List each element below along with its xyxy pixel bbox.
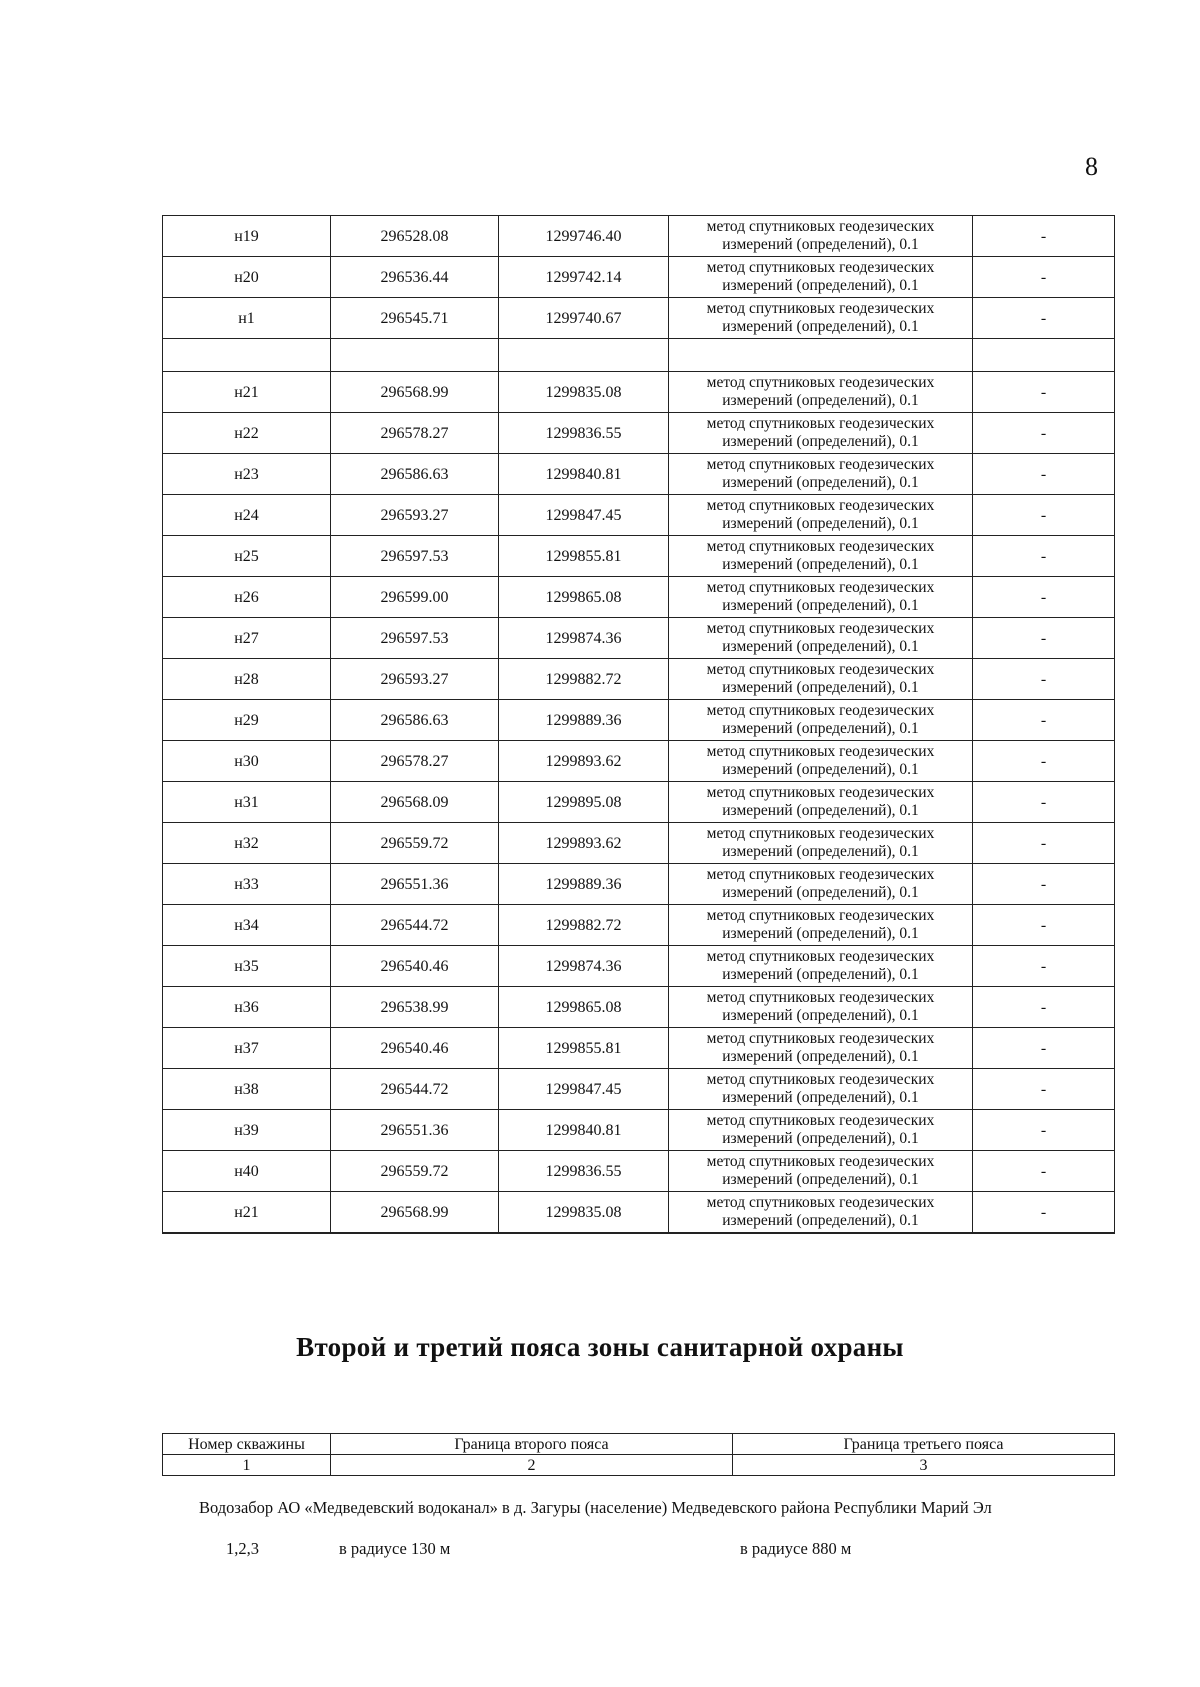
zone-table (162, 1433, 1115, 1476)
method-cell (669, 905, 973, 946)
method-line-1: метод спутниковых геодезических (706, 259, 935, 276)
coordinate-row (163, 257, 1115, 298)
point-cell (163, 339, 331, 372)
extra-cell: - (973, 659, 1115, 700)
method-line-2: измерений (определений), 0.1 (722, 1089, 919, 1106)
coordinate-row (163, 864, 1115, 905)
y-coordinate-cell: 1299895.08 (499, 782, 669, 823)
method-line-2: измерений (определений), 0.1 (722, 1048, 919, 1065)
point-cell: н19 (163, 216, 331, 257)
method-line-2: измерений (определений), 0.1 (722, 843, 919, 860)
method-cell (669, 1192, 973, 1234)
method-line-1: метод спутниковых геодезических (706, 989, 935, 1006)
y-coordinate-cell: 1299746.40 (499, 216, 669, 257)
point-cell: н37 (163, 1028, 331, 1069)
y-coordinate-cell: 1299847.45 (499, 1069, 669, 1110)
y-coordinate-cell: 1299865.08 (499, 577, 669, 618)
method-line-1: метод спутниковых геодезических (706, 784, 935, 801)
point-cell: н1 (163, 298, 331, 339)
method-line-2: измерений (определений), 0.1 (722, 720, 919, 737)
x-coordinate-cell: 296551.36 (331, 864, 499, 905)
point-cell: н33 (163, 864, 331, 905)
x-coordinate-cell: 296568.99 (331, 1192, 499, 1234)
x-coordinate-cell: 296545.71 (331, 298, 499, 339)
method-line-1: метод спутниковых геодезических (706, 1194, 935, 1211)
method-line-2: измерений (определений), 0.1 (722, 236, 919, 253)
x-coordinate-cell: 296586.63 (331, 454, 499, 495)
point-cell: н40 (163, 1151, 331, 1192)
point-cell: н34 (163, 905, 331, 946)
header-third-zone: Граница третьего пояса (733, 1434, 1115, 1455)
point-cell: н22 (163, 413, 331, 454)
header-second-zone: Граница второго пояса (331, 1434, 733, 1455)
coordinate-row (163, 1151, 1115, 1192)
point-cell: н35 (163, 946, 331, 987)
method-cell (669, 339, 973, 372)
method-cell (669, 782, 973, 823)
coordinate-row (163, 536, 1115, 577)
y-coordinate-cell: 1299836.55 (499, 1151, 669, 1192)
method-cell (669, 372, 973, 413)
method-line-2: измерений (определений), 0.1 (722, 761, 919, 778)
y-coordinate-cell: 1299740.67 (499, 298, 669, 339)
x-coordinate-cell: 296599.00 (331, 577, 499, 618)
extra-cell: - (973, 905, 1115, 946)
x-coordinate-cell: 296578.27 (331, 413, 499, 454)
method-line-2: измерений (определений), 0.1 (722, 1171, 919, 1188)
coordinate-row (163, 1028, 1115, 1069)
y-coordinate-cell: 1299855.81 (499, 536, 669, 577)
point-cell: н39 (163, 1110, 331, 1151)
coordinate-row (163, 1069, 1115, 1110)
y-coordinate-cell: 1299835.08 (499, 1192, 669, 1234)
x-coordinate-cell: 296540.46 (331, 946, 499, 987)
y-coordinate-cell: 1299893.62 (499, 823, 669, 864)
extra-cell: - (973, 372, 1115, 413)
method-line-1: метод спутниковых геодезических (706, 907, 935, 924)
x-coordinate-cell: 296593.27 (331, 659, 499, 700)
method-cell (669, 454, 973, 495)
y-coordinate-cell: 1299840.81 (499, 1110, 669, 1151)
extra-cell: - (973, 454, 1115, 495)
extra-cell: - (973, 1151, 1115, 1192)
y-coordinate-cell: 1299835.08 (499, 372, 669, 413)
method-cell (669, 1151, 973, 1192)
zone-caption: Водозабор АО «Медведевский водоканал» в д. Загуры (население) Медведевского района Республики Марий Эл (199, 1498, 992, 1517)
point-cell: н30 (163, 741, 331, 782)
x-coordinate-cell (331, 339, 499, 372)
point-cell: н27 (163, 618, 331, 659)
method-cell (669, 659, 973, 700)
point-cell: н23 (163, 454, 331, 495)
extra-cell (973, 339, 1115, 372)
extra-cell: - (973, 1069, 1115, 1110)
y-coordinate-cell: 1299882.72 (499, 659, 669, 700)
x-coordinate-cell: 296528.08 (331, 216, 499, 257)
section-title: Второй и третий пояса зоны санитарной охраны (296, 1332, 904, 1362)
point-cell: н36 (163, 987, 331, 1028)
point-cell: н20 (163, 257, 331, 298)
y-coordinate-cell: 1299865.08 (499, 987, 669, 1028)
point-cell: н31 (163, 782, 331, 823)
y-coordinate-cell: 1299855.81 (499, 1028, 669, 1069)
method-line-1: метод спутниковых геодезических (706, 743, 935, 760)
extra-cell: - (973, 987, 1115, 1028)
coordinate-row (163, 946, 1115, 987)
method-cell (669, 946, 973, 987)
coordinate-row (163, 823, 1115, 864)
x-coordinate-cell: 296586.63 (331, 700, 499, 741)
x-coordinate-cell: 296568.99 (331, 372, 499, 413)
method-cell (669, 1069, 973, 1110)
y-coordinate-cell: 1299882.72 (499, 905, 669, 946)
method-line-1: метод спутниковых геодезических (706, 825, 935, 842)
point-cell: н21 (163, 372, 331, 413)
method-line-2: измерений (определений), 0.1 (722, 638, 919, 655)
extra-cell: - (973, 618, 1115, 659)
method-line-1: метод спутниковых геодезических (706, 456, 935, 473)
zone-second-radius: в радиусе 130 м (339, 1539, 451, 1558)
column-number-1: 1 (163, 1455, 331, 1476)
coordinate-row (163, 741, 1115, 782)
method-cell (669, 257, 973, 298)
y-coordinate-cell: 1299847.45 (499, 495, 669, 536)
extra-cell: - (973, 1192, 1115, 1234)
method-line-1: метод спутниковых геодезических (706, 702, 935, 719)
method-line-1: метод спутниковых геодезических (706, 1153, 935, 1170)
coordinate-row (163, 413, 1115, 454)
extra-cell: - (973, 577, 1115, 618)
coordinates-table (162, 215, 1115, 1234)
method-line-1: метод спутниковых геодезических (706, 497, 935, 514)
coordinate-row (163, 1192, 1115, 1234)
extra-cell: - (973, 700, 1115, 741)
x-coordinate-cell: 296540.46 (331, 1028, 499, 1069)
method-cell (669, 577, 973, 618)
x-coordinate-cell: 296568.09 (331, 782, 499, 823)
coordinate-row (163, 454, 1115, 495)
method-line-1: метод спутниковых геодезических (706, 300, 935, 317)
method-line-2: измерений (определений), 0.1 (722, 556, 919, 573)
x-coordinate-cell: 296538.99 (331, 987, 499, 1028)
coordinate-row (163, 495, 1115, 536)
method-line-2: измерений (определений), 0.1 (722, 597, 919, 614)
method-cell (669, 413, 973, 454)
method-line-2: измерений (определений), 0.1 (722, 1130, 919, 1147)
method-cell (669, 1028, 973, 1069)
x-coordinate-cell: 296544.72 (331, 1069, 499, 1110)
y-coordinate-cell: 1299874.36 (499, 618, 669, 659)
zone-wells: 1,2,3 (226, 1539, 259, 1558)
coordinates-table-body (163, 216, 1115, 1234)
point-cell: н24 (163, 495, 331, 536)
method-line-2: измерений (определений), 0.1 (722, 474, 919, 491)
point-cell: н25 (163, 536, 331, 577)
coordinate-row (163, 577, 1115, 618)
zone-table-number-row (163, 1455, 1115, 1476)
y-coordinate-cell (499, 339, 669, 372)
point-cell: н38 (163, 1069, 331, 1110)
coordinate-row (163, 700, 1115, 741)
extra-cell: - (973, 782, 1115, 823)
method-line-1: метод спутниковых геодезических (706, 620, 935, 637)
y-coordinate-cell: 1299742.14 (499, 257, 669, 298)
zone-third-radius: в радиусе 880 м (740, 1539, 852, 1558)
method-line-2: измерений (определений), 0.1 (722, 884, 919, 901)
coordinate-row (163, 298, 1115, 339)
coordinate-row (163, 216, 1115, 257)
x-coordinate-cell: 296578.27 (331, 741, 499, 782)
method-line-1: метод спутниковых геодезических (706, 1112, 935, 1129)
extra-cell: - (973, 536, 1115, 577)
method-line-1: метод спутниковых геодезических (706, 579, 935, 596)
extra-cell: - (973, 216, 1115, 257)
coordinate-row (163, 618, 1115, 659)
coordinate-row (163, 339, 1115, 372)
method-line-2: измерений (определений), 0.1 (722, 679, 919, 696)
method-line-2: измерений (определений), 0.1 (722, 802, 919, 819)
y-coordinate-cell: 1299874.36 (499, 946, 669, 987)
method-line-2: измерений (определений), 0.1 (722, 318, 919, 335)
extra-cell: - (973, 495, 1115, 536)
method-cell (669, 216, 973, 257)
extra-cell: - (973, 413, 1115, 454)
method-cell (669, 741, 973, 782)
method-line-2: измерений (определений), 0.1 (722, 925, 919, 942)
method-cell (669, 864, 973, 905)
coordinate-row (163, 372, 1115, 413)
x-coordinate-cell: 296559.72 (331, 823, 499, 864)
method-cell (669, 700, 973, 741)
method-line-2: измерений (определений), 0.1 (722, 433, 919, 450)
method-line-2: измерений (определений), 0.1 (722, 966, 919, 983)
extra-cell: - (973, 1028, 1115, 1069)
method-cell (669, 1110, 973, 1151)
method-cell (669, 536, 973, 577)
method-line-1: метод спутниковых геодезических (706, 374, 935, 391)
x-coordinate-cell: 296597.53 (331, 618, 499, 659)
method-line-2: измерений (определений), 0.1 (722, 277, 919, 294)
column-number-3: 3 (733, 1455, 1115, 1476)
method-line-1: метод спутниковых геодезических (706, 1030, 935, 1047)
method-line-1: метод спутниковых геодезических (706, 538, 935, 555)
extra-cell: - (973, 946, 1115, 987)
method-line-1: метод спутниковых геодезических (706, 1071, 935, 1088)
point-cell: н28 (163, 659, 331, 700)
method-cell (669, 987, 973, 1028)
method-line-1: метод спутниковых геодезических (706, 866, 935, 883)
extra-cell: - (973, 298, 1115, 339)
point-cell: н29 (163, 700, 331, 741)
column-number-2: 2 (331, 1455, 733, 1476)
y-coordinate-cell: 1299893.62 (499, 741, 669, 782)
page-number: 8 (1085, 152, 1098, 181)
method-line-2: измерений (определений), 0.1 (722, 1212, 919, 1229)
method-line-1: метод спутниковых геодезических (706, 948, 935, 965)
extra-cell: - (973, 864, 1115, 905)
x-coordinate-cell: 296536.44 (331, 257, 499, 298)
y-coordinate-cell: 1299889.36 (499, 700, 669, 741)
method-line-2: измерений (определений), 0.1 (722, 1007, 919, 1024)
method-line-2: измерений (определений), 0.1 (722, 515, 919, 532)
x-coordinate-cell: 296593.27 (331, 495, 499, 536)
coordinate-row (163, 782, 1115, 823)
method-cell (669, 298, 973, 339)
coordinate-row (163, 659, 1115, 700)
extra-cell: - (973, 1110, 1115, 1151)
extra-cell: - (973, 741, 1115, 782)
x-coordinate-cell: 296559.72 (331, 1151, 499, 1192)
x-coordinate-cell: 296597.53 (331, 536, 499, 577)
method-cell (669, 823, 973, 864)
method-line-2: измерений (определений), 0.1 (722, 392, 919, 409)
header-well-number: Номер скважины (163, 1434, 331, 1455)
x-coordinate-cell: 296551.36 (331, 1110, 499, 1151)
point-cell: н21 (163, 1192, 331, 1234)
extra-cell: - (973, 257, 1115, 298)
zone-table-header-row (163, 1434, 1115, 1455)
method-line-1: метод спутниковых геодезических (706, 415, 935, 432)
point-cell: н26 (163, 577, 331, 618)
extra-cell: - (973, 823, 1115, 864)
method-cell (669, 618, 973, 659)
method-cell (669, 495, 973, 536)
method-line-1: метод спутниковых геодезических (706, 218, 935, 235)
method-line-1: метод спутниковых геодезических (706, 661, 935, 678)
x-coordinate-cell: 296544.72 (331, 905, 499, 946)
coordinate-row (163, 987, 1115, 1028)
coordinate-row (163, 1110, 1115, 1151)
y-coordinate-cell: 1299840.81 (499, 454, 669, 495)
y-coordinate-cell: 1299836.55 (499, 413, 669, 454)
y-coordinate-cell: 1299889.36 (499, 864, 669, 905)
coordinate-row (163, 905, 1115, 946)
point-cell: н32 (163, 823, 331, 864)
